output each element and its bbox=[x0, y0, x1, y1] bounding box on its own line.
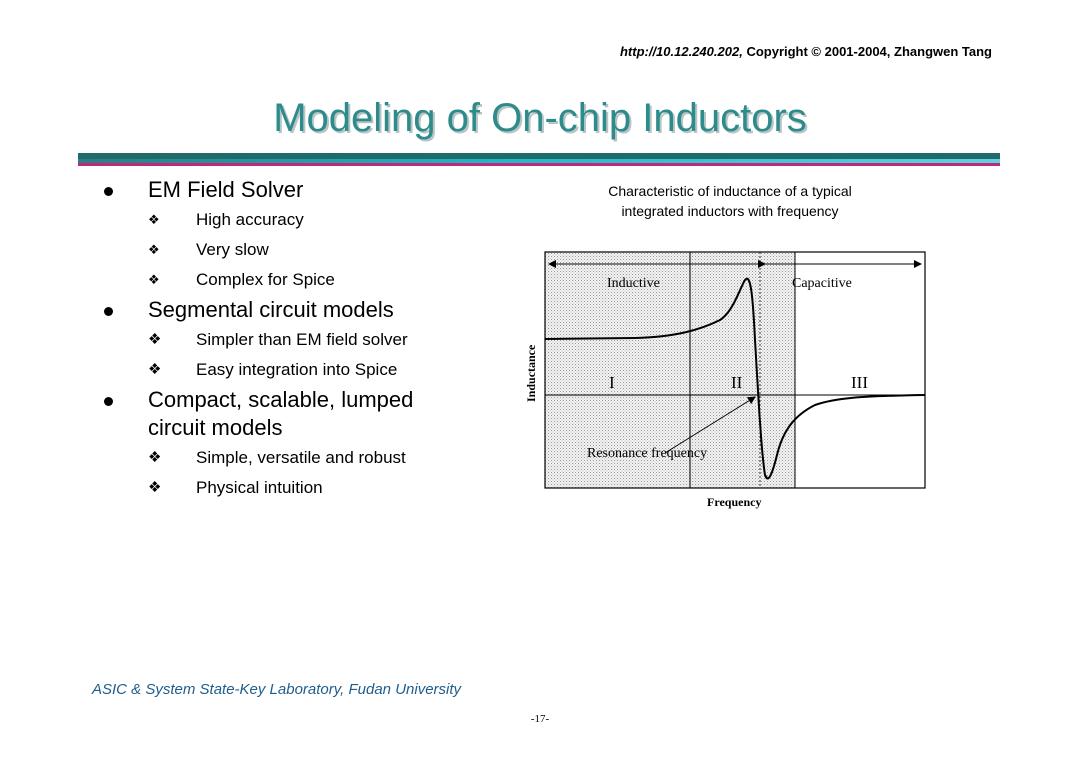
header-url: http://10.12.240.202, bbox=[619, 44, 743, 59]
page-number: -17- bbox=[530, 713, 550, 725]
region-label-inductive: Inductive bbox=[607, 276, 660, 291]
region-label-capacitive: Capacitive bbox=[792, 276, 852, 291]
bullet-item bbox=[100, 295, 480, 325]
diamond-bullet-icon: ❖ bbox=[148, 361, 162, 378]
diamond-bullet-icon: ❖ bbox=[148, 242, 160, 257]
diamond-bullet-icon: ❖ bbox=[148, 331, 162, 348]
sub-bullet-label: Easy integration into Spice bbox=[196, 360, 398, 379]
zone-label-3: III bbox=[851, 373, 868, 392]
bullet-label-continuation: circuit models bbox=[148, 415, 283, 440]
diamond-bullet-icon: ❖ bbox=[148, 272, 160, 287]
sub-bullet-item bbox=[100, 235, 480, 265]
slide-title: Modeling of On-chip Inductors bbox=[273, 96, 807, 140]
bullet-dot-icon bbox=[104, 307, 113, 316]
figure-caption-line: integrated inductors with frequency bbox=[621, 203, 839, 219]
bullet-label: Segmental circuit models bbox=[148, 297, 394, 322]
resonance-label: Resonance frequency bbox=[587, 446, 708, 461]
sub-bullet-label: Very slow bbox=[196, 240, 269, 259]
bullet-item bbox=[100, 385, 480, 415]
diamond-bullet-icon: ❖ bbox=[148, 449, 162, 466]
sub-bullet-item bbox=[100, 473, 480, 503]
sub-bullet-item bbox=[100, 355, 480, 385]
bullet-dot-icon bbox=[104, 187, 113, 196]
sub-bullet-item bbox=[100, 265, 480, 295]
sub-bullet-label: Simpler than EM field solver bbox=[196, 330, 408, 349]
footer-lab-name: ASIC & System State-Key Laboratory, Fudan University bbox=[92, 681, 462, 698]
bullet-item bbox=[100, 175, 480, 205]
sub-bullet-label: High accuracy bbox=[196, 210, 304, 229]
sub-bullet-item bbox=[100, 443, 480, 473]
bullet-label: EM Field Solver bbox=[148, 177, 304, 202]
zone-label-1: I bbox=[609, 373, 615, 392]
figure-caption bbox=[540, 181, 920, 221]
figure-caption-line: Characteristic of inductance of a typical bbox=[608, 183, 852, 199]
bullet-dot-icon bbox=[104, 397, 113, 406]
inductance-frequency-figure bbox=[515, 250, 930, 515]
bullet-item-continuation bbox=[100, 413, 480, 443]
zone-label-2: II bbox=[731, 373, 743, 392]
y-axis-label: Inductance bbox=[524, 344, 538, 402]
title-rule-magenta bbox=[78, 163, 1000, 166]
diamond-bullet-icon: ❖ bbox=[148, 212, 160, 227]
bullet-list bbox=[100, 175, 480, 503]
header-copyright: Copyright © 2001-2004, Zhangwen Tang bbox=[746, 44, 992, 59]
sub-bullet-label: Physical intuition bbox=[196, 478, 323, 497]
sub-bullet-label: Simple, versatile and robust bbox=[196, 448, 406, 467]
x-axis-label: Frequency bbox=[707, 495, 762, 509]
sub-bullet-label: Complex for Spice bbox=[196, 270, 335, 289]
slide-header bbox=[620, 44, 992, 59]
diamond-bullet-icon: ❖ bbox=[148, 479, 162, 496]
sub-bullet-item bbox=[100, 205, 480, 235]
sub-bullet-item bbox=[100, 325, 480, 355]
bullet-label: Compact, scalable, lumped bbox=[148, 387, 414, 412]
